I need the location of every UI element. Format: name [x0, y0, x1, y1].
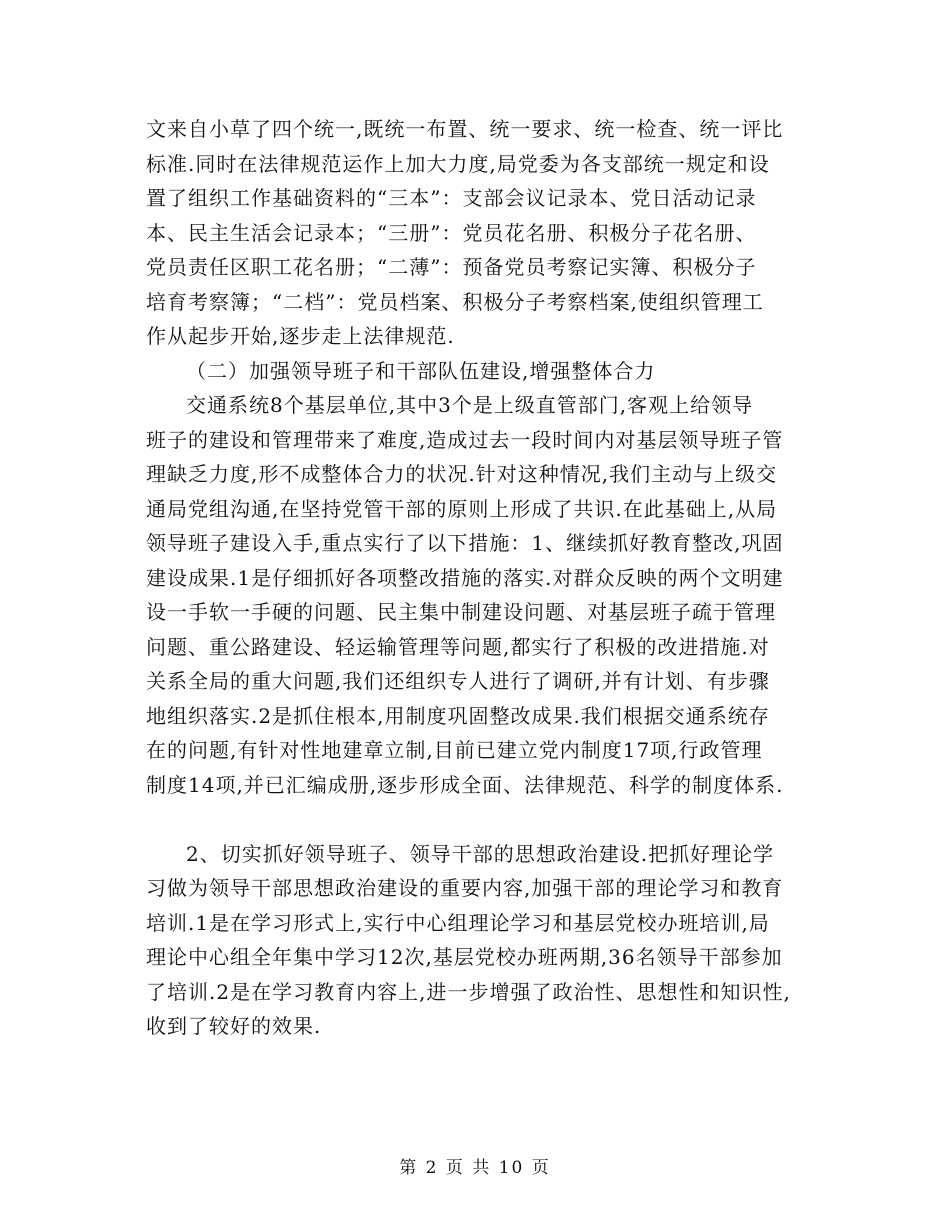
section-heading: （二）加强领导班子和干部队伍建设,增强整体合力	[186, 358, 656, 383]
paragraph-1	[146, 112, 816, 354]
text-line: 理论中心组全年集中学习12次,基层党校办班两期,36名领导干部参加	[146, 945, 783, 969]
text-line: 建设成果.1是仔细抓好各项整改措施的落实.对群众反映的两个文明建	[146, 565, 784, 590]
text-line: 文来自小草了四个统一,既统一布置、统一要求、统一检查、统一评比	[146, 117, 784, 141]
text-line: 标准.同时在法律规范运作上加大力度,局党委为各支部统一规定和设	[146, 151, 770, 176]
text-line: 班子的建设和管理带来了难度,造成过去一段时间内对基层领导班子管	[146, 427, 784, 452]
paragraph-3	[146, 837, 816, 1044]
text-line: 2、切实抓好领导班子、领导干部的思想政治建设.把抓好理论学	[186, 841, 775, 866]
text-line: 关系全局的重大问题,我们还组织专人进行了调研,并有计划、有步骤	[146, 669, 770, 693]
text-line: 交通系统8个基层单位,其中3个是上级直管部门,客观上给领导	[186, 393, 754, 417]
text-line: 了培训.2是在学习教育内容上,进一步增强了政治性、思想性和知识性,	[146, 979, 791, 1004]
text-line: 培训.1是在学习形式上,实行中心组理论学习和基层党校办班培训,局	[146, 910, 770, 935]
text-line: 在的问题,有针对性地建章立制,目前已建立党内制度17项,行政管理	[146, 738, 763, 762]
paragraph-2	[146, 388, 816, 802]
text-line: 领导班子建设入手,重点实行了以下措施：1、继续抓好教育整改,巩固	[146, 531, 784, 555]
text-line: 党员责任区职工花名册；“二薄”：预备党员考察记实簿、积极分子	[146, 255, 757, 279]
text-line: 收到了较好的效果.	[146, 1014, 322, 1038]
text-line: 习做为领导干部思想政治建设的重要内容,加强干部的理论学习和教育	[146, 876, 784, 900]
text-line: 地组织落实.2是抓住根本,用制度巩固整改成果.我们根据交通系统存	[146, 703, 770, 728]
page-number-footer: 第 2 页 共 10 页	[399, 1158, 551, 1178]
document-body	[146, 112, 816, 1044]
text-line: 培育考察簿；“二档”：党员档案、积极分子考察档案,使组织管理工	[146, 289, 764, 314]
text-line: 问题、重公路建设、轻运输管理等问题,都实行了积极的改进措施.对	[146, 634, 770, 659]
text-line: 理缺乏力度,形不成整体合力的状况.针对这种情况,我们主动与上级交	[146, 462, 778, 486]
text-line: 通局党组沟通,在坚持党管干部的原则上形成了共识.在此基础上,从局	[146, 496, 778, 521]
text-line: 本、民主生活会记录本；“三册”：党员花名册、积极分子花名册、	[146, 220, 757, 245]
text-line: 作从起步开始,逐步走上法律规范.	[146, 324, 455, 348]
paragraph-spacer	[146, 802, 816, 837]
text-line: 设一手软一手硬的问题、民主集中制建设问题、对基层班子疏于管理	[146, 600, 776, 624]
text-line: 制度14项,并已汇编成册,逐步形成全面、法律规范、科学的制度体系.	[146, 772, 784, 797]
text-line: 置了组织工作基础资料的“三本”：支部会议记录本、党日活动记录	[146, 186, 757, 210]
